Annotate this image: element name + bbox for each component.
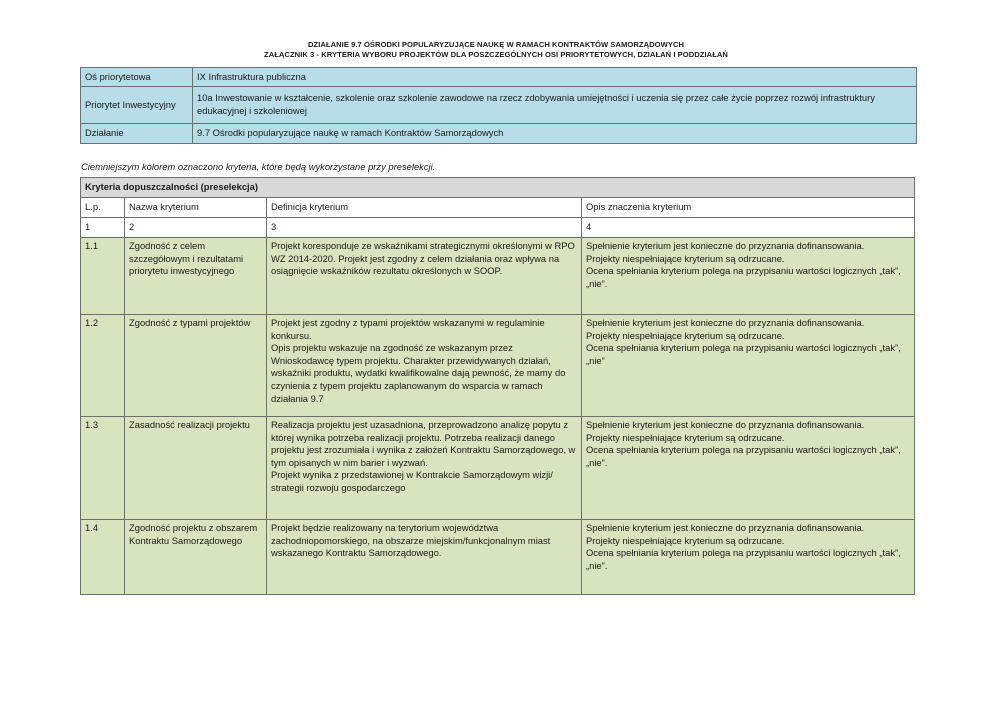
criterion-lp: 1.4 <box>81 520 125 595</box>
criterion-lp: 1.3 <box>81 417 125 520</box>
criterion-name: Zgodność projektu z obszarem Kontraktu Samorządowego <box>125 520 267 595</box>
document-header <box>0 40 992 60</box>
criterion-description: Spełnienie kryterium jest konieczne do przyznania dofinansowania. Projekty niespełniające kryterium są odrzucane. Ocena spełniania kryterium polega na przypisaniu wartości logicznych „tak”, „nie” <box>582 315 915 417</box>
criterion-name: Zgodność z celem szczegółowym i rezultatami priorytetu inwestycyjnego <box>125 238 267 315</box>
column-header: L.p. <box>81 198 125 218</box>
criterion-definition: Projekt koresponduje ze wskaźnikami strategicznymi określonymi w RPO WZ 2014-2020. Projekt jest zgodny z celem działania oraz wpływa na osiągnięcie wskaźników rezultatu określonych w SOOP. <box>267 238 582 315</box>
criteria-table <box>80 177 915 595</box>
info-label: Priorytet Inwestycyjny <box>81 87 193 124</box>
info-label: Oś priorytetowa <box>81 68 193 87</box>
info-label: Działanie <box>81 124 193 144</box>
column-header: Opis znaczenia kryterium <box>582 198 915 218</box>
criterion-description: Spełnienie kryterium jest konieczne do przyznania dofinansowania. Projekty niespełniające kryterium są odrzucane. Ocena spełniania kryterium polega na przypisaniu wartości logicznych „tak”, „nie”. <box>582 238 915 315</box>
criteria-title-row <box>81 178 915 198</box>
column-header: Definicja kryterium <box>267 198 582 218</box>
criterion-name: Zgodność z typami projektów <box>125 315 267 417</box>
info-row-axis <box>81 68 917 87</box>
table-row <box>81 238 915 315</box>
criterion-description: Spełnienie kryterium jest konieczne do przyznania dofinansowania. Projekty niespełniające kryterium są odrzucane. Ocena spełniania kryterium polega na przypisaniu wartości logicznych „tak”, „nie”. <box>582 520 915 595</box>
criterion-lp: 1.1 <box>81 238 125 315</box>
table-row <box>81 315 915 417</box>
column-header: Nazwa kryterium <box>125 198 267 218</box>
criterion-description: Spełnienie kryterium jest konieczne do przyznania dofinansowania. Projekty niespełniające kryterium są odrzucane. Ocena spełniania kryterium polega na przypisaniu wartości logicznych „tak”, „nie”. <box>582 417 915 520</box>
column-number-row <box>81 218 915 238</box>
info-table <box>80 67 917 144</box>
table-row <box>81 417 915 520</box>
column-number: 3 <box>267 218 582 238</box>
info-value: IX Infrastruktura publiczna <box>193 68 917 87</box>
column-number: 4 <box>582 218 915 238</box>
criteria-title: Kryteria dopuszczalności (preselekcja) <box>81 178 915 198</box>
info-row-priority <box>81 87 917 124</box>
criterion-lp: 1.2 <box>81 315 125 417</box>
criterion-definition: Projekt jest zgodny z typami projektów wskazanymi w regulaminie konkursu. Opis projektu wskazuje na zgodność ze wskazanym przez Wnioskodawcę typem projektu. Charakter przewidywanych działań, wskaźniki produktu, wydatki kwalifikowalne dają pewność, że mamy do czynienia z typem projektu zaplanowanym do wsparcia w ramach działania 9.7 <box>267 315 582 417</box>
preselection-note: Ciemniejszym kolorem oznaczono kryteria, które będą wykorzystane przy preselekcji. <box>81 161 436 172</box>
column-header-row <box>81 198 915 218</box>
table-row <box>81 520 915 595</box>
header-line-2: ZAŁĄCZNIK 3 - KRYTERIA WYBORU PROJEKTÓW DLA POSZCZEGÓLNYCH OSI PRIORYTETOWYCH, DZIAŁAŃ I PODDZIAŁAŃ <box>264 50 728 59</box>
criterion-definition: Projekt będzie realizowany na terytorium województwa zachodniopomorskiego, na obszarze miejskim/funkcjonalnym miast wskazanego Kontraktu Samorządowego. <box>267 520 582 595</box>
criterion-definition: Realizacja projektu jest uzasadniona, przeprowadzono analizę popytu z której wynika potrzeba realizacji projektu. Potrzeba realizacji danego projektu jest zrozumiała i wynika z założeń Kontraktu Samorządowego, w tym opisanych w nim barier i wyzwań. Projekt wynika z przedstawionej w Kontrakcie Samorządowym wizji/ strategii rozwoju gospodarczego <box>267 417 582 520</box>
column-number: 2 <box>125 218 267 238</box>
info-value: 10a Inwestowanie w kształcenie, szkolenie oraz szkolenie zawodowe na rzecz zdobywania umiejętności i uczenia się przez całe życie poprzez rozwój infrastruktury edukacyjnej i szkoleniowej <box>193 87 917 124</box>
info-row-action <box>81 124 917 144</box>
column-number: 1 <box>81 218 125 238</box>
header-line-1: DZIAŁANIE 9.7 OŚRODKI POPULARYZUJĄCE NAUKĘ W RAMACH KONTRAKTÓW SAMORZĄDOWYCH <box>307 40 685 49</box>
criterion-name: Zasadność realizacji projektu <box>125 417 267 520</box>
info-value: 9.7 Ośrodki popularyzujące naukę w ramach Kontraktów Samorządowych <box>193 124 917 144</box>
